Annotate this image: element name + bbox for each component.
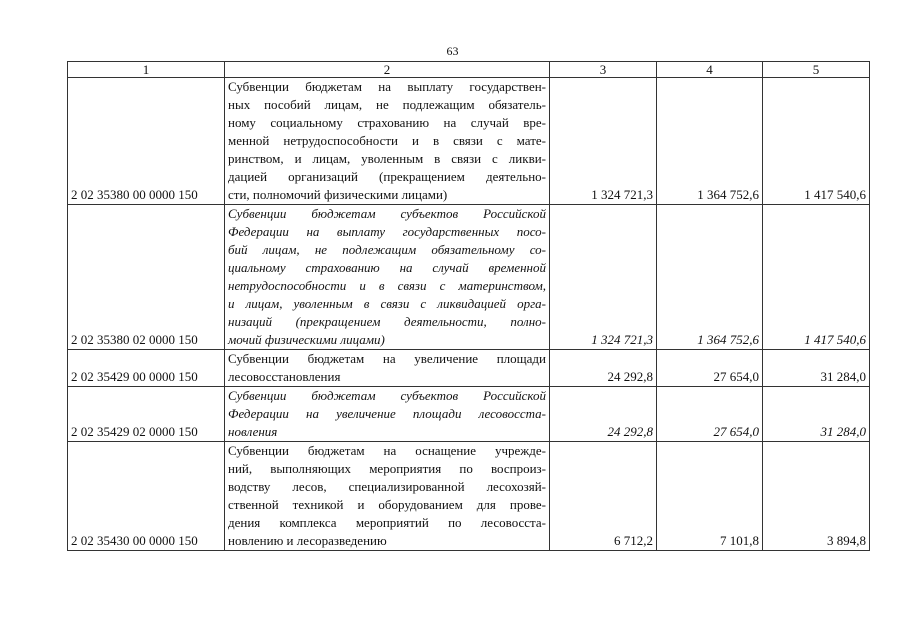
column-header-4: 4 xyxy=(657,62,763,78)
amount-cell-col-5: 3 894,8 xyxy=(763,442,870,551)
budget-code-cell: 2 02 35380 00 0000 150 xyxy=(68,78,225,205)
description-line: водству лесов, специализированной лесохозяй- xyxy=(228,479,546,494)
description-line: новления xyxy=(228,424,278,439)
amount-cell-col-4: 1 364 752,6 xyxy=(657,78,763,205)
description-line: ных пособий лицам, не подлежащим обязатель- xyxy=(228,97,546,112)
description-line: сти, полномочий физическими лицами) xyxy=(228,187,448,202)
description-line: новлению и лесоразведению xyxy=(228,533,387,548)
table-row xyxy=(68,78,870,205)
amount-cell-col-3: 24 292,8 xyxy=(550,387,657,442)
description-line: ринством, и лицам, уволенным в связи с ликви- xyxy=(228,151,546,166)
page-number: 63 xyxy=(446,44,459,58)
description-line: низаций (прекращением деятельности, полно- xyxy=(228,314,546,329)
amount-cell-col-5: 1 417 540,6 xyxy=(763,78,870,205)
description-line: Субвенции бюджетам на увеличение площади xyxy=(228,351,546,366)
amount-cell-col-3: 6 712,2 xyxy=(550,442,657,551)
description-cell xyxy=(225,442,550,551)
description-line: дения комплекса мероприятий по лесовосста- xyxy=(228,515,546,530)
description-line: Субвенции бюджетам на выплату государствен- xyxy=(228,79,546,94)
description-line: лесовосстановления xyxy=(228,369,341,384)
description-line: Федерации на выплату государственных посо- xyxy=(228,224,546,239)
amount-cell-col-4: 1 364 752,6 xyxy=(657,205,763,350)
table-body xyxy=(68,78,870,551)
description-line: циальному страхованию на случай временной xyxy=(228,260,546,275)
amount-cell-col-4: 27 654,0 xyxy=(657,350,763,387)
budget-code-cell: 2 02 35430 00 0000 150 xyxy=(68,442,225,551)
amount-cell-col-4: 27 654,0 xyxy=(657,387,763,442)
table-row xyxy=(68,442,870,551)
description-cell xyxy=(225,387,550,442)
description-line: ственной техникой и оборудованием для прове- xyxy=(228,497,546,512)
amount-cell-col-5: 1 417 540,6 xyxy=(763,205,870,350)
amount-cell-col-4: 7 101,8 xyxy=(657,442,763,551)
budget-code-cell: 2 02 35429 02 0000 150 xyxy=(68,387,225,442)
budget-table xyxy=(67,61,870,551)
description-line: и лицам, уволенным в связи с ликвидацией орга- xyxy=(228,296,546,311)
description-cell xyxy=(225,350,550,387)
column-header-5: 5 xyxy=(763,62,870,78)
description-line: менной нетрудоспособности и в связи с мате- xyxy=(228,133,546,148)
budget-code-cell: 2 02 35429 00 0000 150 xyxy=(68,350,225,387)
column-header-3: 3 xyxy=(550,62,657,78)
description-line: Субвенции бюджетам субъектов Российской xyxy=(228,388,546,403)
amount-cell-col-3: 1 324 721,3 xyxy=(550,78,657,205)
description-line: Субвенции бюджетам субъектов Российской xyxy=(228,206,546,221)
description-line: Субвенции бюджетам на оснащение учрежде- xyxy=(228,443,546,458)
amount-cell-col-3: 24 292,8 xyxy=(550,350,657,387)
description-line: Федерации на увеличение площади лесовосста- xyxy=(228,406,546,421)
description-line: нетрудоспособности и в связи с материнством, xyxy=(228,278,546,293)
description-line: ному социальному страхованию на случай вре- xyxy=(228,115,546,130)
budget-code-cell: 2 02 35380 02 0000 150 xyxy=(68,205,225,350)
table-header-row xyxy=(68,62,870,78)
amount-cell-col-3: 1 324 721,3 xyxy=(550,205,657,350)
description-line: ний, выполняющих мероприятия по воспроиз- xyxy=(228,461,546,476)
description-line: дацией организаций (прекращением деятельно- xyxy=(228,169,546,184)
amount-cell-col-5: 31 284,0 xyxy=(763,350,870,387)
amount-cell-col-5: 31 284,0 xyxy=(763,387,870,442)
table-row xyxy=(68,350,870,387)
description-cell xyxy=(225,78,550,205)
description-cell xyxy=(225,205,550,350)
description-line: бий лицам, не подлежащим обязательному со- xyxy=(228,242,546,257)
column-header-2: 2 xyxy=(225,62,550,78)
table-row xyxy=(68,205,870,350)
column-header-1: 1 xyxy=(68,62,225,78)
description-line: мочий физическими лицами) xyxy=(228,332,385,347)
table-row xyxy=(68,387,870,442)
